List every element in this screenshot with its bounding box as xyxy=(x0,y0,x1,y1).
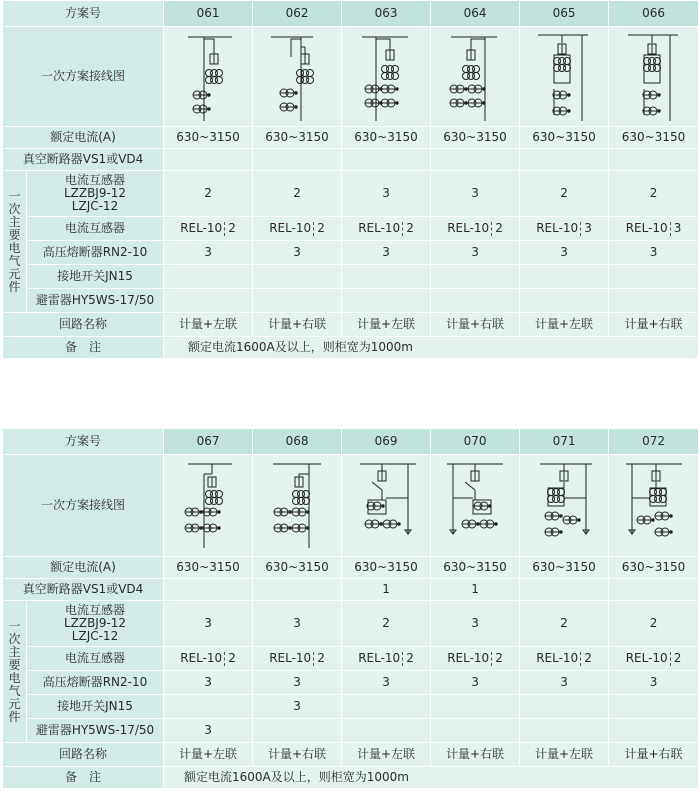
earthing-switch-value xyxy=(431,695,520,719)
wiring-diagram xyxy=(168,458,248,554)
ct2-count: 2 xyxy=(228,651,236,665)
fuse-value: 3 xyxy=(164,671,253,695)
wiring-diagram xyxy=(346,29,426,125)
ct2-count: 3 xyxy=(673,221,682,235)
vacuum-breaker-value xyxy=(164,149,253,171)
ct2-value xyxy=(431,217,520,241)
wiring-diagram-label: 一次方案接线图 xyxy=(3,455,164,557)
ct2-value xyxy=(164,217,253,241)
wiring-diagram xyxy=(257,29,337,125)
ct1-label-line: LZZBJ9-12 xyxy=(63,616,127,630)
ct1-value: 2 xyxy=(253,171,342,217)
vacuum-breaker-value xyxy=(431,149,520,171)
scheme-number-label: 方案号 xyxy=(3,429,164,455)
ct1-row xyxy=(3,601,699,647)
scheme-number-row xyxy=(3,1,699,27)
vacuum-breaker-value xyxy=(253,579,342,601)
ct2-value xyxy=(520,217,609,241)
circuit-name-value: 计量+左联 xyxy=(164,313,253,337)
ct1-value: 2 xyxy=(520,171,609,217)
wiring-diagram xyxy=(614,29,694,125)
ct1-value: 2 xyxy=(520,601,609,647)
ct2-count: 2 xyxy=(317,651,325,665)
remarks-label: 备 注 xyxy=(3,767,164,789)
fuse-value: 3 xyxy=(253,241,342,265)
rated-current-value: 630~3150 xyxy=(431,557,520,579)
fuse-value: 3 xyxy=(342,671,431,695)
ct2-label: 电流互感器 xyxy=(27,647,164,671)
vacuum-breaker-row xyxy=(3,149,699,171)
ct1-value: 2 xyxy=(342,601,431,647)
ct2-row xyxy=(3,217,699,241)
fuse-value: 3 xyxy=(431,241,520,265)
fuse-value: 3 xyxy=(609,671,699,695)
rated-current-value: 630~3150 xyxy=(164,127,253,149)
remarks-row xyxy=(3,767,699,789)
vacuum-breaker-value: 1 xyxy=(342,579,431,601)
earthing-switch-value xyxy=(520,695,609,719)
vacuum-breaker-row xyxy=(3,579,699,601)
arrester-value xyxy=(520,719,609,743)
side-label-text: 一 次 主 要 电 气 元 件 xyxy=(8,188,21,294)
earthing-switch-row xyxy=(3,265,699,289)
wiring-diagram xyxy=(524,458,604,554)
wiring-diagram xyxy=(614,458,694,554)
ct2-value xyxy=(164,647,253,671)
scheme-number: 061 xyxy=(164,1,253,27)
ct2-model: REL-10 xyxy=(536,221,579,235)
wiring-diagram-cell xyxy=(253,27,342,127)
arrester-row xyxy=(3,719,699,743)
arrester-value xyxy=(431,289,520,313)
wiring-diagram xyxy=(435,29,515,125)
wiring-diagram-cell xyxy=(164,27,253,127)
rated-current-value: 630~3150 xyxy=(253,127,342,149)
rated-current-value: 630~3150 xyxy=(342,127,431,149)
wiring-diagram-label: 一次方案接线图 xyxy=(3,27,164,127)
scheme-number-label: 方案号 xyxy=(3,1,164,27)
remarks-label: 备 注 xyxy=(3,337,164,359)
ct1-label-line: LZJC-12 xyxy=(71,199,119,213)
rated-current-value: 630~3150 xyxy=(342,557,431,579)
wiring-diagram-row xyxy=(3,27,699,127)
wiring-diagram-cell xyxy=(431,455,520,557)
wiring-diagram-cell xyxy=(253,455,342,557)
circuit-name-value: 计量+左联 xyxy=(342,313,431,337)
ct1-value: 3 xyxy=(431,601,520,647)
wiring-diagram-cell xyxy=(609,27,699,127)
ct1-row xyxy=(3,171,699,217)
earthing-switch-value xyxy=(342,265,431,289)
vacuum-breaker-value xyxy=(520,579,609,601)
arrester-value xyxy=(609,719,699,743)
ct1-label xyxy=(27,171,164,217)
earthing-switch-value xyxy=(431,265,520,289)
circuit-name-row xyxy=(3,313,699,337)
circuit-name-value: 计量+右联 xyxy=(431,743,520,767)
earthing-switch-value xyxy=(342,695,431,719)
scheme-number: 071 xyxy=(520,429,609,455)
vacuum-breaker-value: 1 xyxy=(431,579,520,601)
earthing-switch-value xyxy=(164,695,253,719)
wiring-diagram xyxy=(257,458,337,554)
fuse-value: 3 xyxy=(520,671,609,695)
scheme-number: 066 xyxy=(609,1,699,27)
ct2-count: 2 xyxy=(406,651,414,665)
ct2-count: 2 xyxy=(673,651,682,665)
fuse-value: 3 xyxy=(164,241,253,265)
rated-current-value: 630~3150 xyxy=(164,557,253,579)
circuit-name-row xyxy=(3,743,699,767)
circuit-name-label: 回路名称 xyxy=(3,743,164,767)
wiring-diagram-cell xyxy=(609,455,699,557)
vacuum-breaker-value xyxy=(253,149,342,171)
fuse-value: 3 xyxy=(253,671,342,695)
ct1-value: 2 xyxy=(609,601,699,647)
arrester-value xyxy=(164,289,253,313)
arrester-value xyxy=(342,289,431,313)
circuit-name-value: 计量+左联 xyxy=(164,743,253,767)
fuse-value: 3 xyxy=(431,671,520,695)
rated-current-label: 额定电流(A) xyxy=(3,127,164,149)
scheme-number: 064 xyxy=(431,1,520,27)
rated-current-value: 630~3150 xyxy=(609,127,699,149)
ct1-value: 2 xyxy=(164,171,253,217)
rated-current-value: 630~3150 xyxy=(609,557,699,579)
arrester-row xyxy=(3,289,699,313)
vacuum-breaker-value xyxy=(520,149,609,171)
vacuum-breaker-label: 真空断路器VS1或VD4 xyxy=(3,579,164,601)
ct2-count: 3 xyxy=(584,221,592,235)
scheme-table-1 xyxy=(2,0,699,359)
scheme-table-2 xyxy=(2,428,699,789)
vacuum-breaker-value xyxy=(609,579,699,601)
circuit-name-value: 计量+右联 xyxy=(609,313,699,337)
rated-current-value: 630~3150 xyxy=(253,557,342,579)
wiring-diagram xyxy=(524,29,604,125)
ct2-label: 电流互感器 xyxy=(27,217,164,241)
scheme-number: 067 xyxy=(164,429,253,455)
ct2-model: REL-10 xyxy=(625,651,668,665)
rated-current-row xyxy=(3,127,699,149)
wiring-diagram-cell xyxy=(342,27,431,127)
remarks-row xyxy=(3,337,699,359)
earthing-switch-value xyxy=(609,695,699,719)
ct2-value xyxy=(253,647,342,671)
arrester-value xyxy=(609,289,699,313)
wiring-diagram-cell xyxy=(342,455,431,557)
ct2-value xyxy=(342,647,431,671)
arrester-value: 3 xyxy=(164,719,253,743)
earthing-switch-label: 接地开关JN15 xyxy=(27,265,164,289)
ct2-model: REL-10 xyxy=(269,221,312,235)
fuse-value: 3 xyxy=(520,241,609,265)
earthing-switch-value xyxy=(520,265,609,289)
ct2-count: 2 xyxy=(228,221,236,235)
fuse-row xyxy=(3,671,699,695)
main-components-side-label xyxy=(3,601,27,743)
rated-current-value: 630~3150 xyxy=(520,557,609,579)
ct1-label-line: 电流互感器 xyxy=(65,603,126,617)
wiring-diagram-cell xyxy=(164,455,253,557)
ct2-count: 2 xyxy=(495,221,503,235)
earthing-switch-value: 3 xyxy=(253,695,342,719)
ct2-model: REL-10 xyxy=(536,651,579,665)
remarks-text: 额定电流1600A及以上，则柜宽为1000m xyxy=(164,337,699,359)
scheme-number: 068 xyxy=(253,429,342,455)
rated-current-value: 630~3150 xyxy=(431,127,520,149)
scheme-number: 062 xyxy=(253,1,342,27)
main-components-side-label xyxy=(3,171,27,313)
circuit-name-label: 回路名称 xyxy=(3,313,164,337)
ct2-model: REL-10 xyxy=(625,221,668,235)
earthing-switch-value xyxy=(609,265,699,289)
ct2-row xyxy=(3,647,699,671)
ct2-value xyxy=(342,217,431,241)
circuit-name-value: 计量+左联 xyxy=(520,743,609,767)
circuit-name-value: 计量+右联 xyxy=(253,313,342,337)
circuit-name-value: 计量+右联 xyxy=(431,313,520,337)
wiring-diagram-row xyxy=(3,455,699,557)
ct1-value: 3 xyxy=(164,601,253,647)
ct2-value xyxy=(520,647,609,671)
arrester-value xyxy=(342,719,431,743)
ct1-label-line: LZJC-12 xyxy=(71,629,119,643)
circuit-name-value: 计量+右联 xyxy=(609,743,699,767)
vacuum-breaker-value xyxy=(342,149,431,171)
ct2-value xyxy=(609,647,699,671)
scheme-number: 072 xyxy=(609,429,699,455)
arrester-label: 避雷器HY5WS-17/50 xyxy=(27,719,164,743)
ct2-model: REL-10 xyxy=(358,221,401,235)
rated-current-value: 630~3150 xyxy=(520,127,609,149)
vacuum-breaker-value xyxy=(164,579,253,601)
ct1-value: 3 xyxy=(342,171,431,217)
wiring-diagram-cell xyxy=(520,455,609,557)
vacuum-breaker-label: 真空断路器VS1或VD4 xyxy=(3,149,164,171)
wiring-diagram xyxy=(168,29,248,125)
wiring-diagram xyxy=(346,458,426,554)
earthing-switch-value xyxy=(253,265,342,289)
ct2-count: 2 xyxy=(495,651,503,665)
wiring-diagram-cell xyxy=(431,27,520,127)
scheme-number: 063 xyxy=(342,1,431,27)
ct1-value: 2 xyxy=(609,171,699,217)
ct2-model: REL-10 xyxy=(180,221,223,235)
ct1-label xyxy=(27,601,164,647)
scheme-number-row xyxy=(3,429,699,455)
ct2-model: REL-10 xyxy=(447,651,490,665)
side-label-text: 一 次 主 要 电 气 元 件 xyxy=(8,618,21,724)
ct2-value xyxy=(609,217,699,241)
rated-current-label: 额定电流(A) xyxy=(3,557,164,579)
ct2-count: 2 xyxy=(317,221,325,235)
scheme-number: 065 xyxy=(520,1,609,27)
arrester-value xyxy=(253,289,342,313)
arrester-value xyxy=(431,719,520,743)
arrester-value xyxy=(520,289,609,313)
circuit-name-value: 计量+右联 xyxy=(253,743,342,767)
ct2-value xyxy=(253,217,342,241)
ct2-model: REL-10 xyxy=(447,221,490,235)
scheme-number: 069 xyxy=(342,429,431,455)
circuit-name-value: 计量+左联 xyxy=(520,313,609,337)
ct2-model: REL-10 xyxy=(358,651,401,665)
ct2-value xyxy=(431,647,520,671)
circuit-name-value: 计量+左联 xyxy=(342,743,431,767)
arrester-value xyxy=(253,719,342,743)
ct2-model: REL-10 xyxy=(180,651,223,665)
wiring-diagram xyxy=(435,458,515,554)
fuse-row xyxy=(3,241,699,265)
ct1-value: 3 xyxy=(253,601,342,647)
earthing-switch-label: 接地开关JN15 xyxy=(27,695,164,719)
scheme-number: 070 xyxy=(431,429,520,455)
vacuum-breaker-value xyxy=(609,149,699,171)
ct1-label-line: 电流互感器 xyxy=(65,173,126,187)
earthing-switch-row xyxy=(3,695,699,719)
earthing-switch-value xyxy=(164,265,253,289)
wiring-diagram-cell xyxy=(520,27,609,127)
remarks-text: 额定电流1600A及以上，则柜宽为1000m xyxy=(164,767,699,789)
ct2-count: 2 xyxy=(406,221,414,235)
fuse-label: 高压熔断器RN2-10 xyxy=(27,241,164,265)
ct1-label-line: LZZBJ9-12 xyxy=(63,186,127,200)
fuse-label: 高压熔断器RN2-10 xyxy=(27,671,164,695)
rated-current-row xyxy=(3,557,699,579)
fuse-value: 3 xyxy=(342,241,431,265)
ct2-model: REL-10 xyxy=(269,651,312,665)
ct2-count: 2 xyxy=(584,651,592,665)
ct1-value: 3 xyxy=(431,171,520,217)
arrester-label: 避雷器HY5WS-17/50 xyxy=(27,289,164,313)
fuse-value: 3 xyxy=(609,241,699,265)
